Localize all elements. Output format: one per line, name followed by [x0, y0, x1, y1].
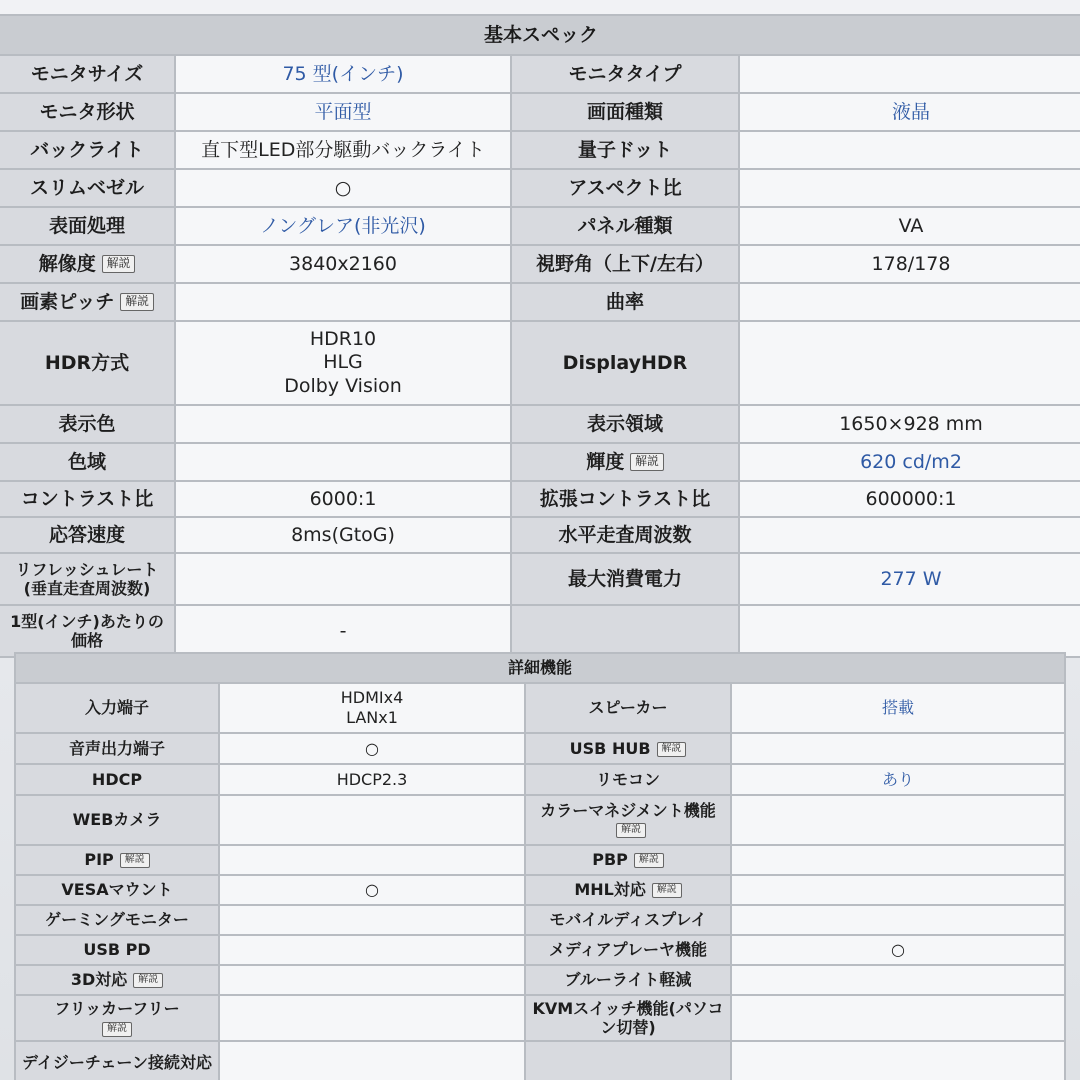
value-pbp: [731, 845, 1065, 875]
value-flicker-free: [219, 995, 525, 1041]
label-flicker-free: [15, 995, 219, 1041]
value-contrast: 6000:1: [175, 481, 511, 517]
label-input-ports: 入力端子: [15, 683, 219, 733]
label-vesa-mount: VESAマウント: [15, 875, 219, 905]
value-audio-out: ○: [219, 733, 525, 764]
value-daisy-chain: [219, 1041, 525, 1080]
value-media-player: ○: [731, 935, 1065, 965]
value-pixel-pitch: [175, 283, 511, 321]
label-gaming-monitor: ゲーミングモニター: [15, 905, 219, 935]
value-color-management: [731, 795, 1065, 845]
label-flicker-free-text: フリッカーフリー: [54, 998, 180, 1018]
label-kvm-switch: KVMスイッチ機能(パソコン切替): [525, 995, 731, 1041]
label-response-time: 応答速度: [0, 517, 175, 553]
label-refresh-rate: リフレッシュレート(垂直走査周波数): [0, 553, 175, 605]
label-brightness-text: 輝度: [586, 450, 625, 473]
input-port-line: LANx1: [346, 708, 398, 727]
explain-badge-resolution[interactable]: 解説: [102, 255, 136, 272]
label-curvature: 曲率: [511, 283, 739, 321]
input-port-line: HDMIx4: [340, 688, 404, 708]
label-extended-contrast: 拡張コントラスト比: [511, 481, 739, 517]
value-hdr-method: [175, 321, 511, 405]
value-display-colors: [175, 405, 511, 443]
explain-badge-flicker-free[interactable]: 解説: [102, 1022, 132, 1037]
value-gaming-monitor: [219, 905, 525, 935]
value-display-area: 1650×928 mm: [739, 405, 1080, 443]
explain-badge-pixel-pitch[interactable]: 解説: [120, 293, 154, 310]
detail-spec-table: [14, 652, 1066, 1080]
label-color-management-text: カラーマネジメント機能: [540, 800, 716, 820]
value-usb-hub: [731, 733, 1065, 764]
label-viewing-angle: 視野角（上下/左右）: [511, 245, 739, 283]
label-panel-type: パネル種類: [511, 207, 739, 245]
value-response-time: 8ms(GtoG): [175, 517, 511, 553]
label-color-management: [525, 795, 731, 845]
value-displayhdr: [739, 321, 1080, 405]
label-displayhdr: DisplayHDR: [511, 321, 739, 405]
label-pip-text: PIP: [84, 850, 114, 870]
value-monitor-size[interactable]: 75 型(インチ): [175, 55, 511, 93]
value-price-per-inch: -: [175, 605, 511, 657]
label-mobile-display: モバイルディスプレイ: [525, 905, 731, 935]
value-monitor-type: [739, 55, 1080, 93]
value-monitor-shape[interactable]: 平面型: [175, 93, 511, 131]
label-remote: リモコン: [525, 764, 731, 795]
label-resolution: [0, 245, 175, 283]
value-hdcp: HDCP2.3: [219, 764, 525, 795]
value-curvature: [739, 283, 1080, 321]
label-display-area: 表示領域: [511, 405, 739, 443]
value-max-power[interactable]: 277 W: [739, 553, 1080, 605]
basic-spec-title: 基本スペック: [0, 15, 1080, 55]
label-web-camera: WEBカメラ: [15, 795, 219, 845]
value-surface[interactable]: ノングレア(非光沢): [175, 207, 511, 245]
label-max-power: 最大消費電力: [511, 553, 739, 605]
label-usb-hub: [525, 733, 731, 764]
value-panel-type: VA: [739, 207, 1080, 245]
label-surface: 表面処理: [0, 207, 175, 245]
label-mhl-text: MHL対応: [574, 880, 646, 900]
hdr-method-line: HLG: [323, 351, 363, 374]
value-vesa-mount: ○: [219, 875, 525, 905]
value-empty: [739, 605, 1080, 657]
value-mobile-display: [731, 905, 1065, 935]
label-screen-type: 画面種類: [511, 93, 739, 131]
label-pbp-text: PBP: [592, 850, 628, 870]
label-blue-light: ブルーライト軽減: [525, 965, 731, 995]
explain-badge-pip[interactable]: 解説: [120, 853, 150, 868]
value-pip: [219, 845, 525, 875]
explain-badge-mhl[interactable]: 解説: [652, 883, 682, 898]
value-backlight: 直下型LED部分駆動バックライト: [175, 131, 511, 169]
label-empty-detail: [525, 1041, 731, 1080]
label-brightness: [511, 443, 739, 481]
label-monitor-size: モニタサイズ: [0, 55, 175, 93]
label-pbp: [525, 845, 731, 875]
label-resolution-text: 解像度: [38, 252, 96, 275]
label-pixel-pitch: [0, 283, 175, 321]
value-input-ports: [219, 683, 525, 733]
label-color-gamut: 色域: [0, 443, 175, 481]
label-display-colors: 表示色: [0, 405, 175, 443]
label-pixel-pitch-text: 画素ピッチ: [20, 290, 115, 313]
label-hdcp: HDCP: [15, 764, 219, 795]
value-web-camera: [219, 795, 525, 845]
value-refresh-rate: [175, 553, 511, 605]
value-slim-bezel: ○: [175, 169, 511, 207]
label-mhl: [525, 875, 731, 905]
label-usb-hub-text: USB HUB: [569, 738, 651, 758]
explain-badge-usb-hub[interactable]: 解説: [657, 742, 687, 757]
hdr-method-line: HDR10: [309, 328, 377, 351]
label-quantum-dot: 量子ドット: [511, 131, 739, 169]
value-resolution: 3840x2160: [175, 245, 511, 283]
value-brightness[interactable]: 620 cd/m2: [739, 443, 1080, 481]
label-daisy-chain: デイジーチェーン接続対応: [15, 1041, 219, 1080]
value-empty-detail: [731, 1041, 1065, 1080]
value-remote[interactable]: あり: [731, 764, 1065, 795]
value-viewing-angle: 178/178: [739, 245, 1080, 283]
value-aspect-ratio: [739, 169, 1080, 207]
value-blue-light: [731, 965, 1065, 995]
label-contrast: コントラスト比: [0, 481, 175, 517]
value-extended-contrast: 600000:1: [739, 481, 1080, 517]
value-kvm-switch: [731, 995, 1065, 1041]
label-pip: [15, 845, 219, 875]
label-price-per-inch: 1型(インチ)あたりの価格: [0, 605, 175, 657]
explain-badge-brightness[interactable]: 解説: [630, 453, 664, 470]
explain-badge-color-management[interactable]: 解説: [616, 823, 646, 838]
label-3d-text: 3D対応: [70, 970, 128, 990]
value-mhl: [731, 875, 1065, 905]
value-speaker[interactable]: 搭載: [731, 683, 1065, 733]
hdr-method-line: Dolby Vision: [284, 374, 402, 397]
value-3d: [219, 965, 525, 995]
label-usb-pd: USB PD: [15, 935, 219, 965]
label-aspect-ratio: アスペクト比: [511, 169, 739, 207]
value-h-scan-freq: [739, 517, 1080, 553]
detail-spec-title: 詳細機能: [15, 653, 1065, 683]
label-media-player: メディアプレーヤ機能: [525, 935, 731, 965]
label-monitor-shape: モニタ形状: [0, 93, 175, 131]
label-slim-bezel: スリムベゼル: [0, 169, 175, 207]
label-hdr-method: HDR方式: [0, 321, 175, 405]
label-h-scan-freq: 水平走査周波数: [511, 517, 739, 553]
label-speaker: スピーカー: [525, 683, 731, 733]
value-quantum-dot: [739, 131, 1080, 169]
label-backlight: バックライト: [0, 131, 175, 169]
basic-spec-table: [0, 14, 1080, 658]
label-audio-out: 音声出力端子: [15, 733, 219, 764]
label-empty: [511, 605, 739, 657]
value-screen-type[interactable]: 液晶: [739, 93, 1080, 131]
label-3d: [15, 965, 219, 995]
value-color-gamut: [175, 443, 511, 481]
value-usb-pd: [219, 935, 525, 965]
explain-badge-3d[interactable]: 解説: [133, 973, 163, 988]
explain-badge-pbp[interactable]: 解説: [634, 853, 664, 868]
label-monitor-type: モニタタイプ: [511, 55, 739, 93]
